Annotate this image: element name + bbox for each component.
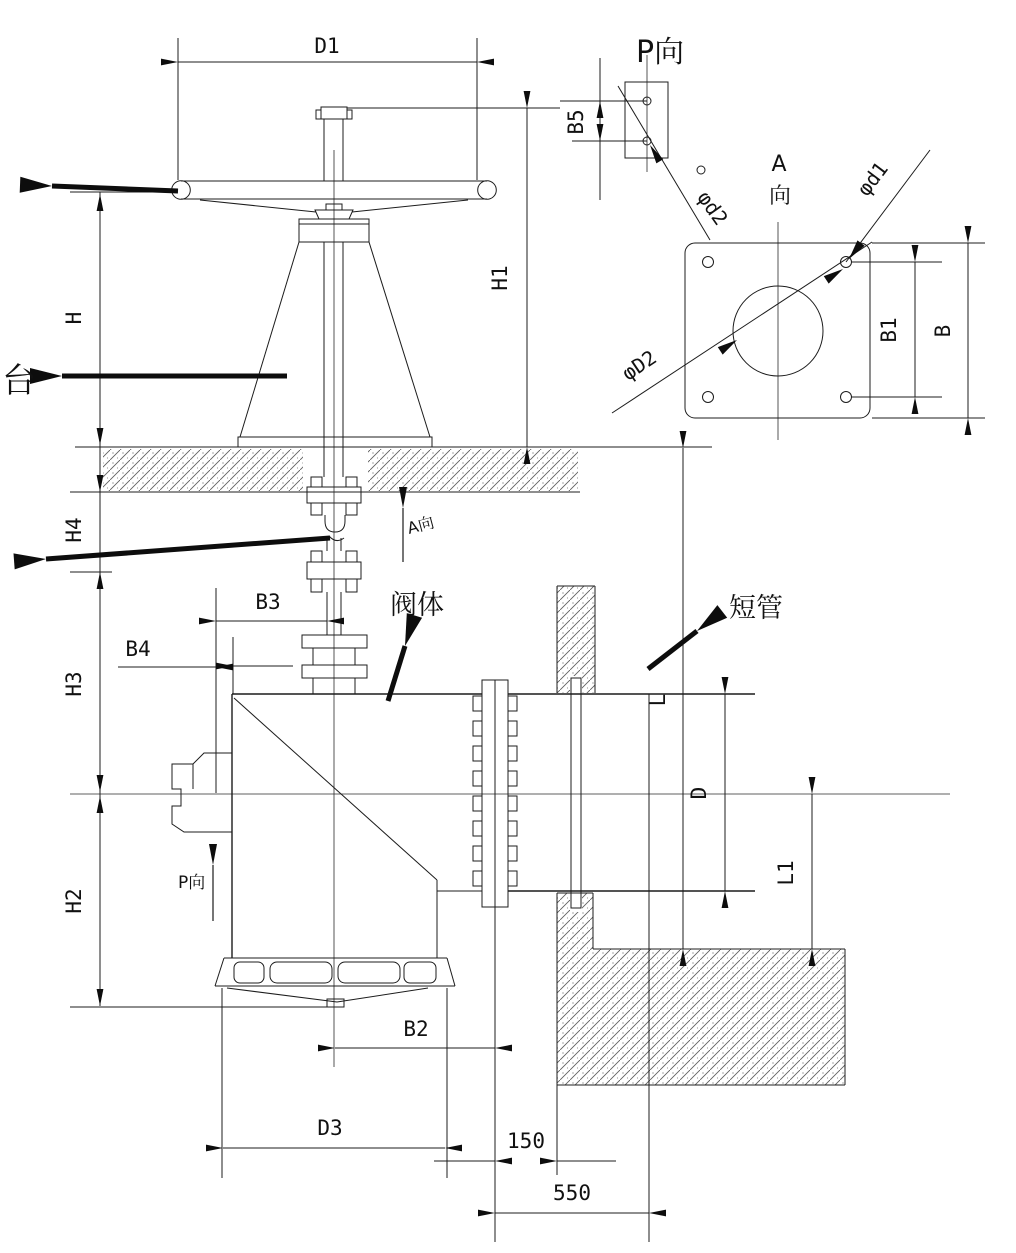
dim-label-l: L (646, 693, 670, 707)
valve-body-outline (215, 694, 482, 1178)
p-view-detail (618, 82, 710, 240)
dim-label-b2: B2 (403, 1017, 429, 1041)
dim-label-h: H (62, 311, 86, 325)
dim-label-phi-D2: φD2 (617, 345, 661, 386)
wall-foundation-block (557, 893, 845, 1085)
valve-bonnet (302, 635, 367, 694)
short-pipe-callout-arrow (648, 631, 697, 669)
view-label-a-dir: A向 (405, 512, 437, 538)
dim-label-d: D (687, 786, 711, 800)
dim-label-h3: H3 (62, 671, 86, 697)
dim-label-d3: D3 (317, 1116, 343, 1140)
yoke-stand (238, 219, 432, 477)
side-lug-bracket (172, 753, 232, 832)
valve-body-callout-arrow (388, 646, 405, 701)
dim-label-h4: H4 (62, 517, 86, 543)
floor-slab-hatch (70, 447, 712, 492)
dim-label-d1: D1 (314, 34, 340, 58)
dim-label-b5: B5 (564, 109, 588, 135)
dim-label-550: 550 (553, 1181, 591, 1205)
dim-label-phi-d2: φd2 (692, 186, 733, 230)
callout-arrows (46, 186, 697, 921)
outlet-flange-pair (473, 680, 517, 907)
dim-label-b1: B1 (877, 317, 901, 343)
view-label-p: P向 (636, 35, 685, 70)
view-label-a-char2: 向 (768, 184, 792, 209)
dim-label-b4: B4 (125, 637, 151, 661)
dimension-lines (70, 38, 985, 1242)
dim-label-150: 150 (507, 1129, 545, 1153)
handwheel-callout-arrow (52, 186, 178, 191)
dim-label-l1: L1 (774, 860, 798, 886)
part-label-valve-body: 阀体 (390, 590, 444, 621)
dim-label-phi-d1: φd1 (851, 157, 893, 201)
view-label-a-char1: A (771, 152, 787, 177)
centerlines (70, 55, 950, 1067)
wall-upper-column (557, 586, 595, 693)
dim-label-b3: B3 (255, 590, 281, 614)
dim-label-h1: H1 (488, 265, 512, 291)
view-label-p-dir: P向 (178, 873, 206, 893)
coupling-callout-arrow (46, 538, 330, 559)
part-label-short-pipe: 短管 (729, 593, 783, 624)
dim-label-b: B (931, 324, 955, 338)
part-label-platform: 台 (2, 361, 36, 401)
dim-label-h2: H2 (62, 888, 86, 914)
short-pipe (508, 678, 755, 908)
